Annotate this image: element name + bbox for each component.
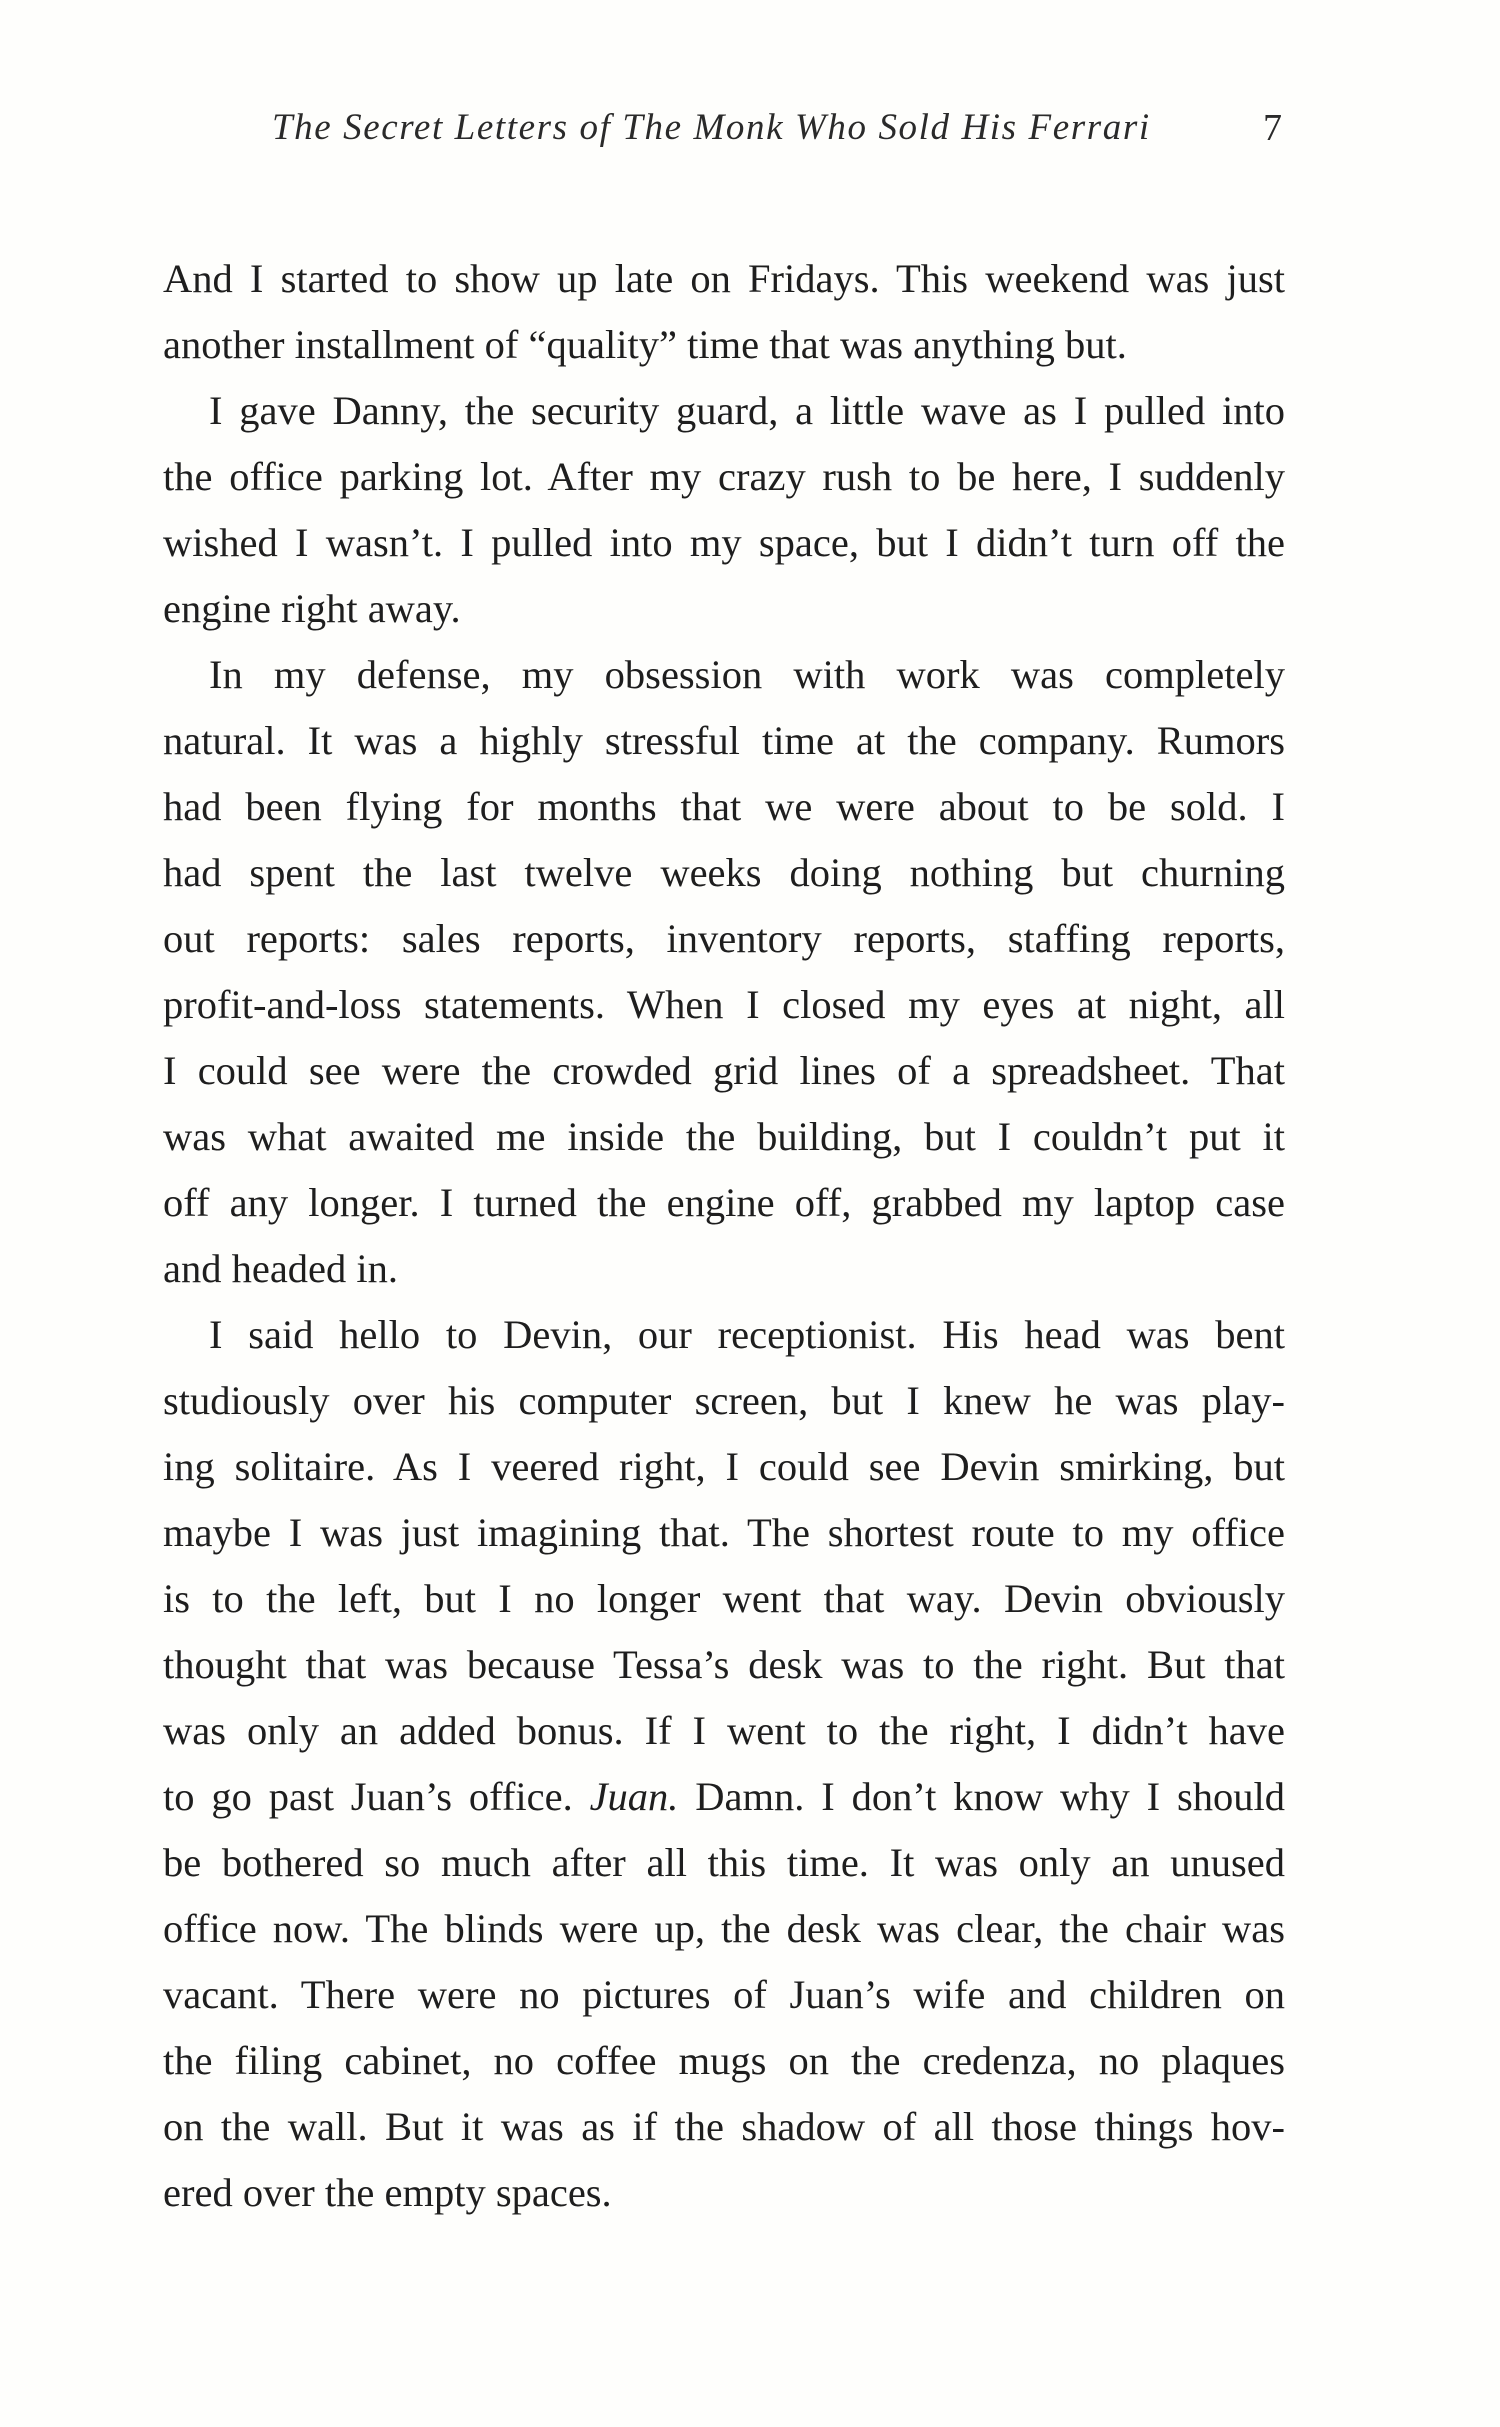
running-header: [272, 98, 1282, 158]
text-line: [163, 1764, 1285, 1830]
text-line: studiously over his computer screen, but I knew he was play-: [163, 1378, 1285, 1423]
text-line: and headed in.: [163, 1246, 399, 1291]
body-text: [163, 246, 1285, 2226]
text-line: be bothered so much after all this time. It was only an unused: [163, 1840, 1285, 1885]
italic-name: Juan.: [589, 1774, 679, 1819]
text-line: I could see were the crowded grid lines of a spreadsheet. That: [163, 1048, 1285, 1093]
text-line: the office parking lot. After my crazy rush to be here, I suddenly: [163, 454, 1285, 499]
text-line: on the wall. But it was as if the shadow of all those things hov-: [163, 2104, 1285, 2149]
page-number: 7: [1263, 107, 1282, 149]
text-line: natural. It was a highly stressful time at the company. Rumors: [163, 718, 1285, 763]
text-line: I said hello to Devin, our receptionist. His head was bent: [209, 1312, 1285, 1357]
running-title: The Secret Letters of The Monk Who Sold His Ferrari: [272, 107, 1151, 148]
text-line: And I started to show up late on Fridays. This weekend was just: [163, 256, 1285, 301]
text-line: I gave Danny, the security guard, a little wave as I pulled into: [209, 388, 1285, 433]
text-line: had spent the last twelve weeks doing nothing but churning: [163, 850, 1285, 895]
text-line: another installment of “quality” time that was anything but.: [163, 322, 1127, 367]
text-line: out reports: sales reports, inventory reports, staffing reports,: [163, 916, 1285, 961]
text-line: is to the left, but I no longer went that way. Devin obviously: [163, 1576, 1285, 1621]
text-line: wished I wasn’t. I pulled into my space, but I didn’t turn off the: [163, 520, 1285, 565]
text-line: ing solitaire. As I veered right, I could see Devin smirking, but: [163, 1444, 1285, 1489]
text-line: office now. The blinds were up, the desk was clear, the chair was: [163, 1906, 1285, 1951]
text-line: engine right away.: [163, 586, 461, 631]
text-segment: Damn. I don’t know why I should: [678, 1774, 1285, 1819]
text-line: maybe I was just imagining that. The shortest route to my office: [163, 1510, 1285, 1555]
text-line: profit-and-loss statements. When I closed my eyes at night, all: [163, 982, 1285, 1027]
text-line: was only an added bonus. If I went to the right, I didn’t have: [163, 1708, 1285, 1753]
text-line: the filing cabinet, no coffee mugs on the credenza, no plaques: [163, 2038, 1285, 2083]
text-line: had been flying for months that we were about to be sold. I: [163, 784, 1285, 829]
text-line: vacant. There were no pictures of Juan’s wife and children on: [163, 1972, 1285, 2017]
text-line: off any longer. I turned the engine off, grabbed my laptop case: [163, 1180, 1285, 1225]
text-line: ered over the empty spaces.: [163, 2170, 612, 2215]
text-line: In my defense, my obsession with work was completely: [209, 652, 1285, 697]
text-line: thought that was because Tessa’s desk was to the right. But that: [163, 1642, 1285, 1687]
text-segment: to go past Juan’s office.: [163, 1774, 590, 1819]
text-line: was what awaited me inside the building, but I couldn’t put it: [163, 1114, 1285, 1159]
